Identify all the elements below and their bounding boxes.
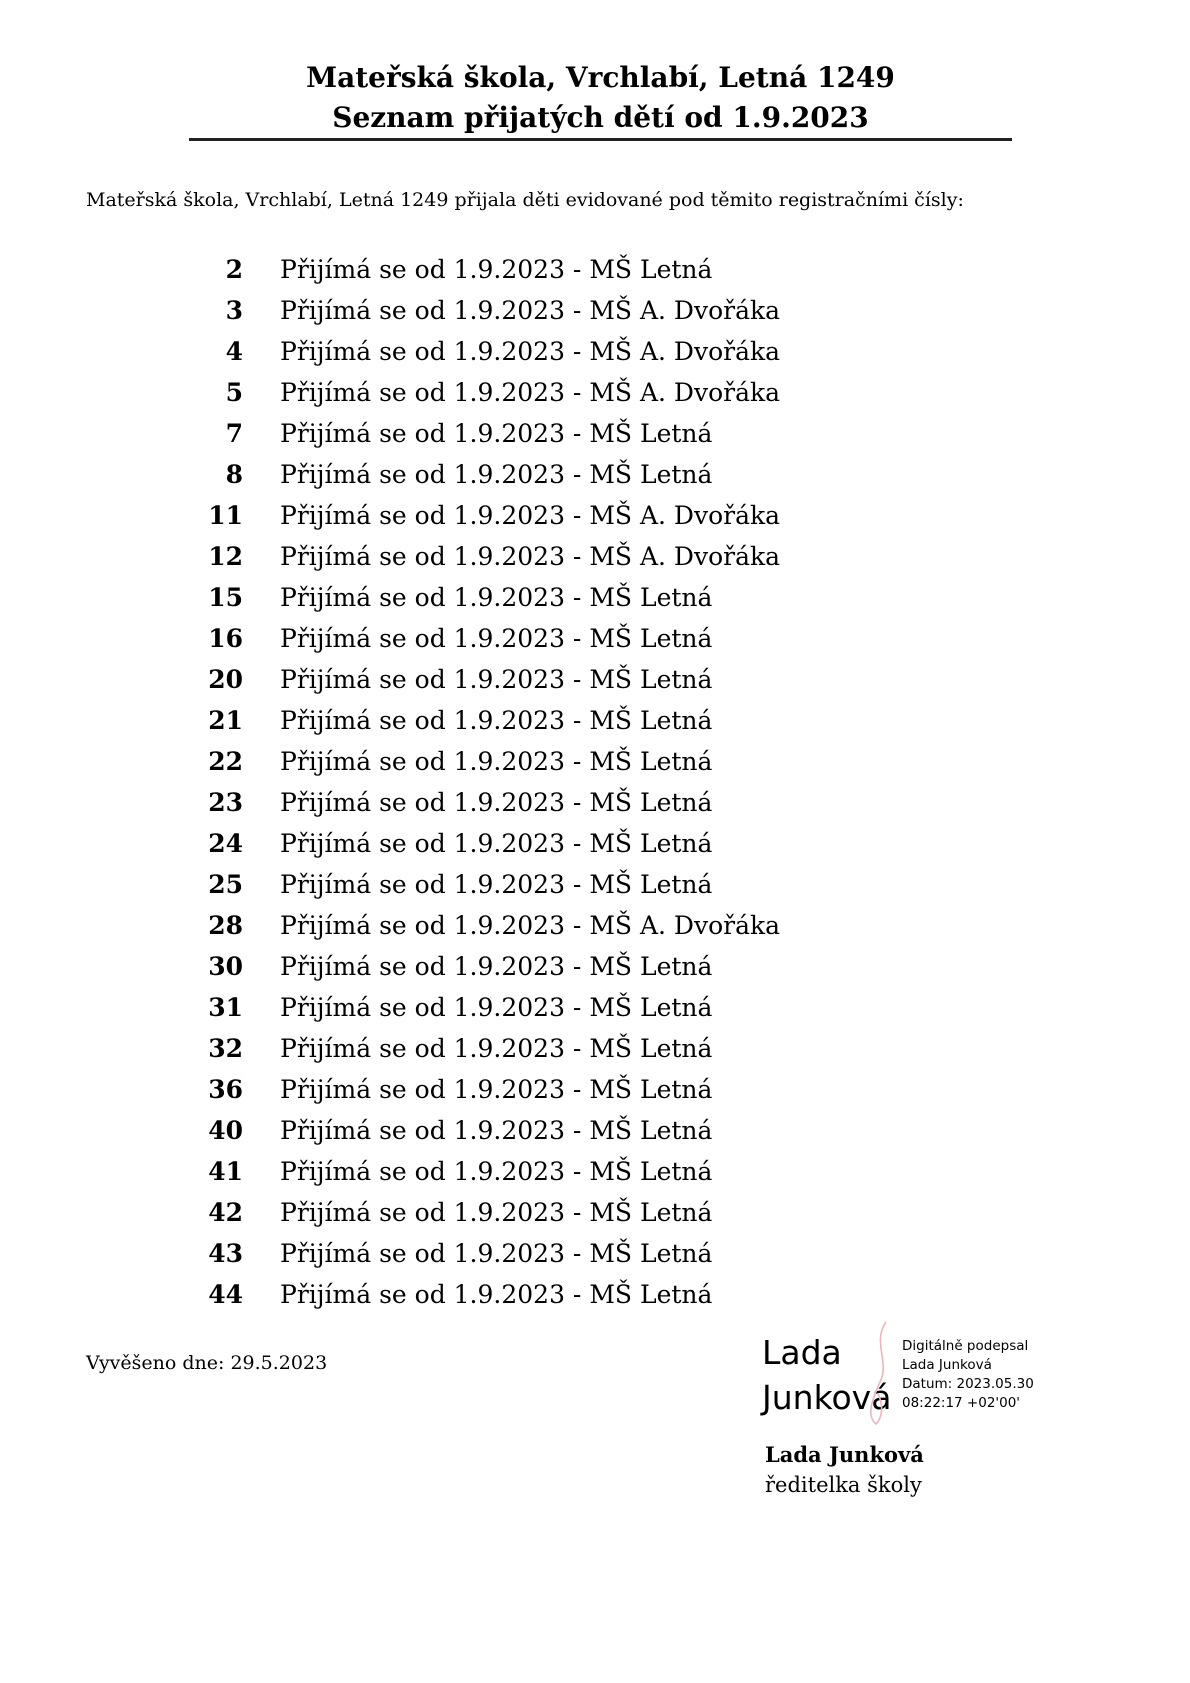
list-item bbox=[180, 782, 780, 823]
registration-number: 7 bbox=[225, 419, 243, 448]
registration-number: 4 bbox=[225, 337, 243, 366]
signature-meta-date: Datum: 2023.05.30 bbox=[902, 1376, 1034, 1392]
header-divider bbox=[189, 138, 1012, 141]
admission-status: Přijímá se od 1.9.2023 - MŠ Letná bbox=[280, 1280, 713, 1309]
registration-number: 42 bbox=[208, 1198, 243, 1227]
signature-name-first: Lada bbox=[762, 1333, 842, 1372]
registration-number: 25 bbox=[208, 870, 243, 899]
signature-flourish bbox=[860, 1320, 904, 1428]
admission-status: Přijímá se od 1.9.2023 - MŠ Letná bbox=[280, 419, 713, 448]
admission-status: Přijímá se od 1.9.2023 - MŠ Letná bbox=[280, 1198, 713, 1227]
list-item bbox=[180, 618, 780, 659]
admission-status: Přijímá se od 1.9.2023 - MŠ Letná bbox=[280, 624, 713, 653]
registration-number: 31 bbox=[208, 993, 243, 1022]
signature-meta-time: 08:22:17 +02'00' bbox=[902, 1395, 1021, 1411]
intro-text: Mateřská škola, Vrchlabí, Letná 1249 přijala děti evidované pod těmito registračními čísly: bbox=[86, 189, 964, 211]
admission-status: Přijímá se od 1.9.2023 - MŠ Letná bbox=[280, 460, 713, 489]
registration-number: 15 bbox=[208, 583, 243, 612]
list-item bbox=[180, 987, 780, 1028]
list-item bbox=[180, 1028, 780, 1069]
admission-status: Přijímá se od 1.9.2023 - MŠ Letná bbox=[280, 1075, 713, 1104]
admission-status: Přijímá se od 1.9.2023 - MŠ Letná bbox=[280, 788, 713, 817]
list-item bbox=[180, 1274, 780, 1315]
admission-status: Přijímá se od 1.9.2023 - MŠ Letná bbox=[280, 870, 713, 899]
signer-block bbox=[765, 1440, 924, 1500]
list-item bbox=[180, 1151, 780, 1192]
admission-status: Přijímá se od 1.9.2023 - MŠ A. Dvořáka bbox=[280, 296, 781, 325]
list-item bbox=[180, 249, 780, 290]
list-item bbox=[180, 864, 780, 905]
registration-number: 28 bbox=[208, 911, 243, 940]
admission-status: Přijímá se od 1.9.2023 - MŠ Letná bbox=[280, 1157, 713, 1186]
registration-number: 43 bbox=[208, 1239, 243, 1268]
list-item bbox=[180, 1192, 780, 1233]
admission-status: Přijímá se od 1.9.2023 - MŠ A. Dvořáka bbox=[280, 337, 781, 366]
list-item bbox=[180, 331, 780, 372]
registration-number: 16 bbox=[208, 624, 243, 653]
admission-status: Přijímá se od 1.9.2023 - MŠ Letná bbox=[280, 255, 713, 284]
list-item bbox=[180, 290, 780, 331]
admission-status: Přijímá se od 1.9.2023 - MŠ Letná bbox=[280, 706, 713, 735]
signature-meta-signer: Lada Junková bbox=[902, 1357, 992, 1373]
admission-status: Přijímá se od 1.9.2023 - MŠ A. Dvořáka bbox=[280, 378, 781, 407]
admission-status: Přijímá se od 1.9.2023 - MŠ Letná bbox=[280, 665, 713, 694]
list-item bbox=[180, 536, 780, 577]
document-header bbox=[189, 58, 1012, 138]
list-item bbox=[180, 905, 780, 946]
list-item bbox=[180, 700, 780, 741]
list-item bbox=[180, 577, 780, 618]
list-item bbox=[180, 823, 780, 864]
admission-status: Přijímá se od 1.9.2023 - MŠ A. Dvořáka bbox=[280, 542, 781, 571]
list-item bbox=[180, 1069, 780, 1110]
admission-status: Přijímá se od 1.9.2023 - MŠ Letná bbox=[280, 829, 713, 858]
registration-number: 11 bbox=[208, 501, 243, 530]
admission-list bbox=[180, 249, 780, 1315]
registration-number: 24 bbox=[208, 829, 243, 858]
admission-status: Přijímá se od 1.9.2023 - MŠ Letná bbox=[280, 993, 713, 1022]
registration-number: 22 bbox=[208, 747, 243, 776]
admission-status: Přijímá se od 1.9.2023 - MŠ Letná bbox=[280, 747, 713, 776]
list-item bbox=[180, 495, 780, 536]
registration-number: 30 bbox=[208, 952, 243, 981]
registration-number: 32 bbox=[208, 1034, 243, 1063]
admission-status: Přijímá se od 1.9.2023 - MŠ A. Dvořáka bbox=[280, 911, 781, 940]
registration-number: 21 bbox=[208, 706, 243, 735]
list-item bbox=[180, 372, 780, 413]
signer-role: ředitelka školy bbox=[765, 1473, 922, 1497]
admission-status: Přijímá se od 1.9.2023 - MŠ A. Dvořáka bbox=[280, 501, 781, 530]
signer-name: Lada Junková bbox=[765, 1442, 924, 1467]
registration-number: 40 bbox=[208, 1116, 243, 1145]
signature-name-last: Junková bbox=[762, 1378, 892, 1417]
list-item bbox=[180, 659, 780, 700]
registration-number: 8 bbox=[225, 460, 243, 489]
registration-number: 2 bbox=[225, 255, 243, 284]
posted-date: Vyvěšeno dne: 29.5.2023 bbox=[86, 1352, 328, 1374]
registration-number: 3 bbox=[225, 296, 243, 325]
list-item bbox=[180, 741, 780, 782]
digital-signature bbox=[762, 1325, 1062, 1435]
admission-status: Přijímá se od 1.9.2023 - MŠ Letná bbox=[280, 952, 713, 981]
registration-number: 44 bbox=[208, 1280, 243, 1309]
registration-number: 23 bbox=[208, 788, 243, 817]
list-item bbox=[180, 413, 780, 454]
signature-meta bbox=[902, 1337, 1034, 1413]
list-item bbox=[180, 946, 780, 987]
admission-status: Přijímá se od 1.9.2023 - MŠ Letná bbox=[280, 1034, 713, 1063]
registration-number: 36 bbox=[208, 1075, 243, 1104]
signature-meta-label: Digitálně podepsal bbox=[902, 1338, 1029, 1354]
list-item bbox=[180, 454, 780, 495]
registration-number: 20 bbox=[208, 665, 243, 694]
document-subtitle: Seznam přijatých dětí od 1.9.2023 bbox=[332, 101, 869, 134]
registration-number: 41 bbox=[208, 1157, 243, 1186]
list-item bbox=[180, 1110, 780, 1151]
admission-status: Přijímá se od 1.9.2023 - MŠ Letná bbox=[280, 1116, 713, 1145]
document-title: Mateřská škola, Vrchlabí, Letná 1249 bbox=[306, 61, 895, 94]
list-item bbox=[180, 1233, 780, 1274]
registration-number: 5 bbox=[225, 378, 243, 407]
admission-status: Přijímá se od 1.9.2023 - MŠ Letná bbox=[280, 1239, 713, 1268]
admission-status: Přijímá se od 1.9.2023 - MŠ Letná bbox=[280, 583, 713, 612]
registration-number: 12 bbox=[208, 542, 243, 571]
